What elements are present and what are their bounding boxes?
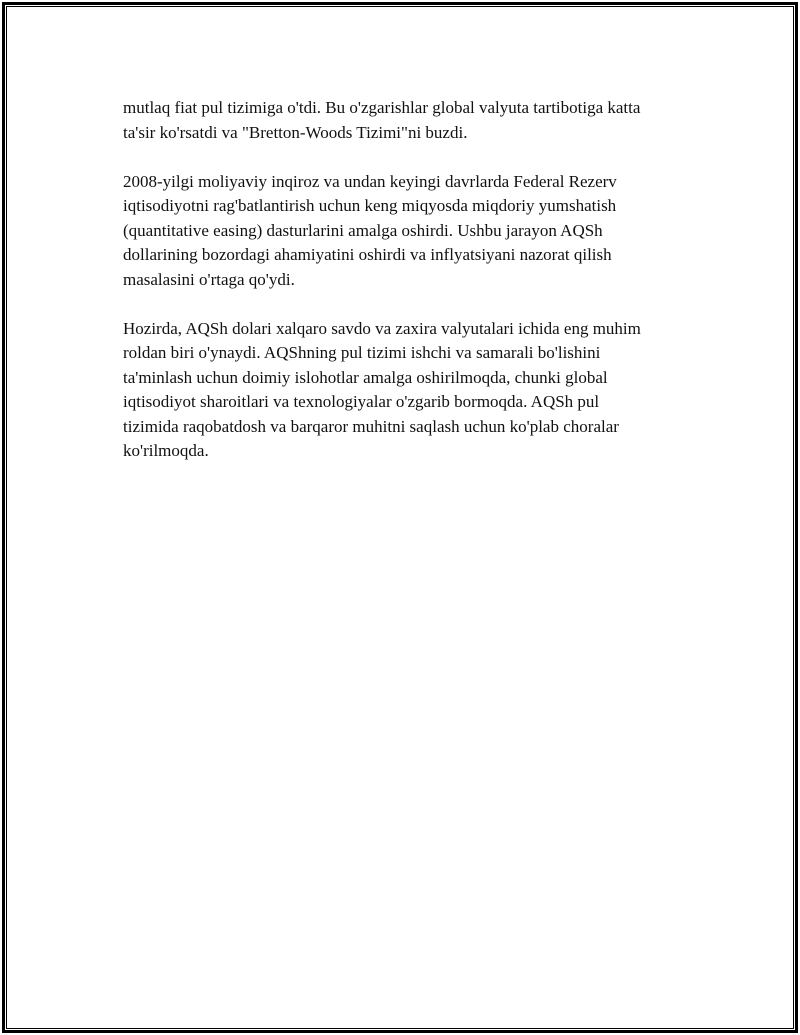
paragraph-fiat-system: mutlaq fiat pul tizimiga o'tdi. Bu o'zgarishlar global valyuta tartibotiga katta ta'sir ko'rsatdi va "Bretton-Woods Tizimi"ni buzdi.	[123, 98, 641, 142]
paragraph-current-role: Hozirda, AQSh dolari xalqaro savdo va zaxira valyutalari ichida eng muhim roldan biri o'ynaydi. AQShning pul tizimi ishchi va samarali bo'lishini ta'minlash uchun doimiy islohotlar amalga oshirilmoqda, chunki global iqtisodiyot sharoitlari va texnologiyalar o'zgarib bormoqda. AQSh pul tizimida raqobatdosh va barqaror muhitni saqlash uchun ko'plab choralar ko'rilmoqda.	[123, 318, 641, 460]
paragraph-2008-crisis: 2008-yilgi moliyaviy inqiroz va undan keyingi davrlarda Federal Rezerv iqtisodiyotni rag'batlantirish uchun keng miqyosda miqdoriy yumshatish (quantitative easing) dasturlarini amalga oshirdi. Ushbu jarayon AQSh dollarining bozordagi ahamiyatini oshirdi va inflyatsiyani nazorat qilish masalasini o'rtaga qo'ydi.	[123, 171, 617, 289]
page-border	[2, 2, 798, 1033]
document-body	[123, 96, 703, 488]
